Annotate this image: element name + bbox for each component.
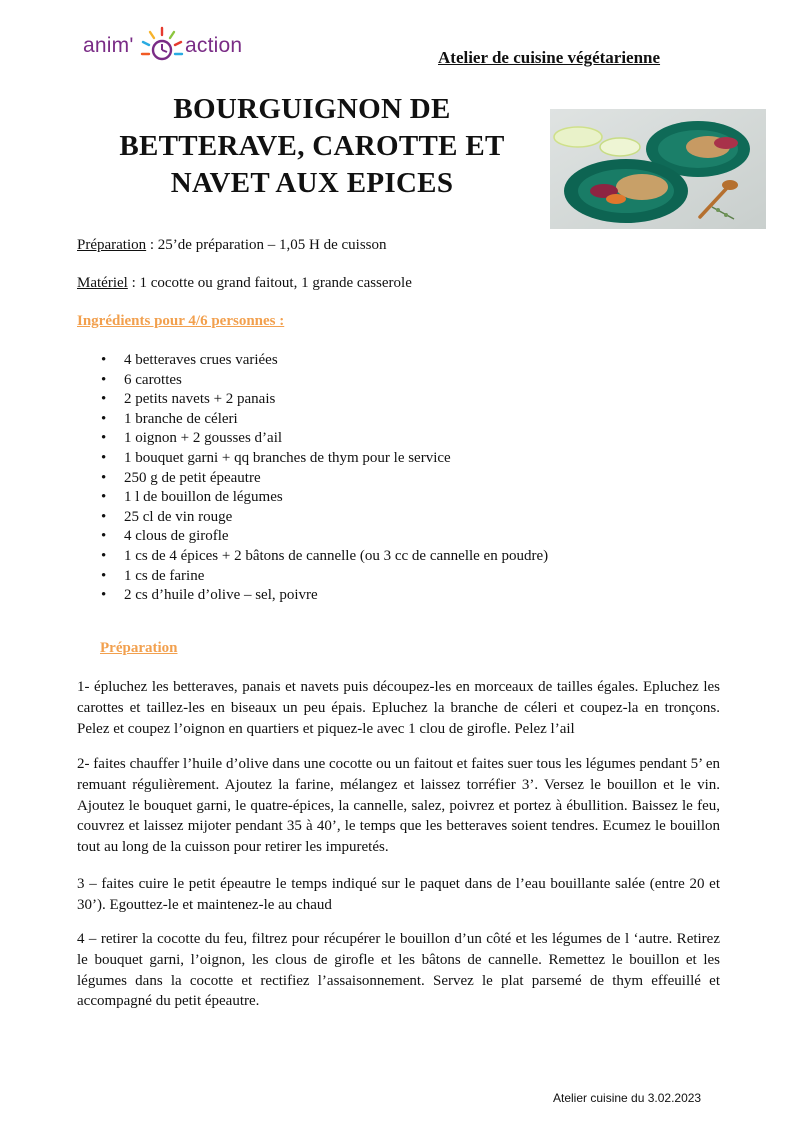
ingredient-item: • 1 oignon + 2 gousses d’ail (124, 429, 548, 449)
workshop-title: Atelier de cuisine végétarienne (438, 48, 661, 67)
logo-text-right: action (185, 34, 243, 57)
recipe-title (82, 91, 542, 202)
preparation-time (77, 237, 387, 254)
ingredient-item: • 250 g de petit épeautre (124, 469, 548, 489)
ingredient-item: • 1 cs de farine (124, 567, 548, 587)
preparation-time-value: : 25’de préparation – 1,05 H de cuisson (146, 237, 387, 253)
ingredient-item: • 25 cl de vin rouge (124, 508, 548, 528)
ingredients-list (124, 351, 548, 606)
ingredients-heading-suffix: : (275, 313, 285, 329)
ingredient-item: • 4 clous de girofle (124, 527, 548, 547)
footer-date: Atelier cuisine du 3.02.2023 (553, 1091, 702, 1105)
recipe-title-line: BOURGUIGNON DE (173, 93, 451, 125)
ingredients-heading (77, 313, 284, 330)
ingredient-item: • 1 bouquet garni + qq branches de thym pour le service (124, 449, 548, 469)
equipment-value: : 1 cocotte ou grand faitout, 1 grande casserole (127, 275, 412, 291)
dish-photo (550, 109, 766, 229)
ingredient-item: • 2 petits navets + 2 panais (124, 390, 548, 410)
logo-clock-icon (138, 26, 186, 66)
anim-action-logo (83, 26, 253, 66)
recipe-title-line: NAVET AUX EPICES (170, 167, 454, 199)
ingredients-heading-text: Ingrédients pour 4/6 personnes (77, 313, 276, 329)
ingredient-item: • 1 branche de céleri (124, 410, 548, 430)
logo-text-left: anim' (83, 34, 134, 57)
ingredient-item: • 2 cs d’huile d’olive – sel, poivre (124, 586, 548, 606)
preparation-step: 3 – faites cuire le petit épeautre le temps indiqué sur le paquet dans de l’eau bouillante salée (entre 20 et 30’). Egouttez-le et maintenez-le au chaud (77, 876, 720, 913)
equipment-label: Matériel (77, 275, 128, 291)
equipment (77, 275, 412, 292)
preparation-step: 2- faites chauffer l’huile d’olive dans une cocotte ou un faitout et faites suer tous les légumes pendant 5’ en remuant régulièrement. Ajoutez la farine, mélangez et laissez torréfier 3’. Versez le bouillon et le vin. Ajoutez le bouquet garni, le quatre-épices, la cannelle, salez, poivrez et portez à ébullition. Baissez le feu, couvrez et laissez mijoter pendant 35 à 40’, le temps que les betteraves soient tendres. Ecumez le bouillon tout au long de la cuisson pour retirer les impuretés. (77, 756, 720, 856)
ingredient-item: • 1 l de bouillon de légumes (124, 488, 548, 508)
preparation-step: 4 – retirer la cocotte du feu, filtrez pour récupérer le bouillon d’un côté et les légumes de l ‘autre. Retirez le bouquet garni, l’oignon, les clous de girofle et les bâtons de cannelle. Remettez le bouillon et les légumes dans la cocotte et rectifiez l’assaisonnement. Servez le plat parsemé de thym effeuillé et accompagné du petit épeautre. (77, 931, 720, 1010)
ingredient-item: • 1 cs de 4 épices + 2 bâtons de cannelle (ou 3 cc de cannelle en poudre) (124, 547, 548, 567)
preparation-heading: Préparation (100, 640, 178, 656)
preparation-time-label: Préparation (77, 237, 147, 253)
ingredient-item: • 4 betteraves crues variées (124, 351, 548, 371)
ingredient-item: • 6 carottes (124, 371, 548, 391)
recipe-title-line: BETTERAVE, CAROTTE ET (119, 130, 505, 162)
preparation-step: 1- épluchez les betteraves, panais et navets puis découpez-les en morceaux de tailles égales. Epluchez les carottes et taillez-les en biseaux un peu épais. Epluchez la branche de céleri et coupez-la en tronçons. Pelez et coupez l’oignon en quartiers et piquez-le avec 1 clou de girofle. Pelez l’ail (77, 679, 720, 737)
